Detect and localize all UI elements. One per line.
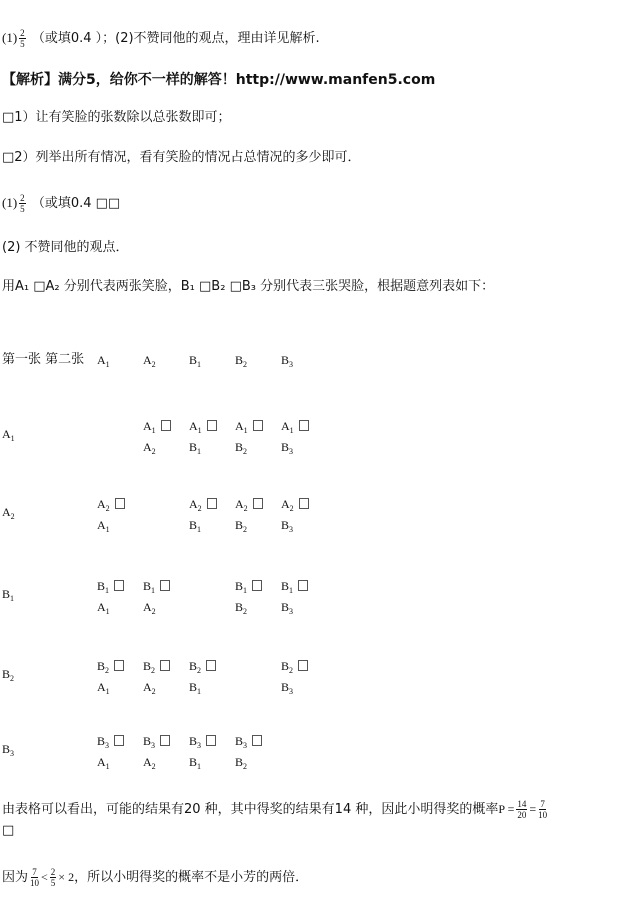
table-row-label: $B_1$	[2, 587, 15, 603]
table-row-label: $A_2$	[2, 505, 15, 521]
table-cell: $A_2$ $A_1$	[97, 496, 127, 538]
answer-line	[2, 28, 320, 49]
table-cell: $B_3$ $B_2$	[235, 733, 264, 775]
table-row-label: $B_3$	[2, 742, 15, 758]
result-fraction-1: $\frac{14}{20}$	[517, 799, 527, 820]
result-line-tail: □	[2, 823, 15, 838]
table-cell: $A_1$ $A_2$	[143, 418, 173, 460]
table-cell: $B_2$ $B_3$	[281, 658, 310, 700]
final-fraction-1: $\frac{7}{10}$	[30, 867, 40, 888]
table-cell: $A_2$ $B_2$	[235, 496, 265, 538]
result-line: 由表格可以看出，可能的结果有20 种，其中得奖的结果有14 种，因此小明得奖的概率P = $\frac{14}{20}$ = $\frac{7}{10}$	[2, 799, 548, 820]
table-col-header: $A_2$	[143, 353, 156, 369]
answer-paren-text: （或填0.4 ）；(2)不赞同他的观点，理由详见解析.	[31, 31, 320, 46]
table-cell: $B_2$ $B_1$	[189, 658, 218, 700]
final-line: 因为 $\frac{7}{10}$ < $\frac{2}{5}$ × 2，所以小明得奖的概率不是小芳的两倍．	[2, 867, 309, 888]
answer-fraction: $\frac{2}{5}$	[20, 28, 25, 49]
table-cell: $A_1$ $B_3$	[281, 418, 311, 460]
answer-part1-prefix: (1)	[2, 30, 18, 45]
table-cell: $B_2$ $A_1$	[97, 658, 126, 700]
answer-2: (2) 不赞同他的观点．	[2, 240, 129, 255]
explain-line: 用A₁ □A₂ 分别代表两张笑脸，B₁ □B₂ □B₃ 分别代表三张哭脸，根据题意列表如下：	[2, 279, 495, 294]
table-cell: $B_1$ $B_2$	[235, 578, 264, 620]
table-cell: $A_1$ $B_2$	[235, 418, 265, 460]
answer-1: (1) $\frac{2}{5}$ （或填0.4 □□	[2, 193, 121, 214]
table-cell: $B_1$ $A_2$	[143, 578, 172, 620]
final-fraction-2: $\frac{2}{5}$	[50, 867, 56, 888]
table-cell: $B_1$ $A_1$	[97, 578, 126, 620]
table-cell: $B_3$ $A_2$	[143, 733, 172, 775]
table-cell: $A_1$ $B_1$	[189, 418, 219, 460]
table-row-label: $A_1$	[2, 427, 15, 443]
table-cell: $B_3$ $A_1$	[97, 733, 126, 775]
jiexi-header: 【解析】满分5，给你不一样的解答！http://www.manfen5.com	[2, 72, 436, 88]
table-cell: $B_2$ $A_2$	[143, 658, 172, 700]
table-cell: $A_2$ $B_3$	[281, 496, 311, 538]
table-col-header: $A_1$	[97, 353, 110, 369]
table-col-header: $B_3$	[281, 353, 294, 369]
table-corner-label: 第一张 第二张	[2, 352, 85, 367]
table-col-header: $B_1$	[189, 353, 202, 369]
table-col-header: $B_2$	[235, 353, 248, 369]
table-cell: $A_2$ $B_1$	[189, 496, 219, 538]
step-2: □2）列举出所有情况，看有笑脸的情况占总情况的多少即可．	[2, 150, 361, 165]
table-row-label: $B_2$	[2, 667, 15, 683]
table-cell: $B_1$ $B_3$	[281, 578, 310, 620]
table-cell: $B_3$ $B_1$	[189, 733, 218, 775]
step-1: □1）让有笑脸的张数除以总张数即可；	[2, 110, 231, 125]
result-fraction-2: $\frac{7}{10}$	[538, 799, 548, 820]
answer-1-fraction: $\frac{2}{5}$	[20, 193, 25, 214]
